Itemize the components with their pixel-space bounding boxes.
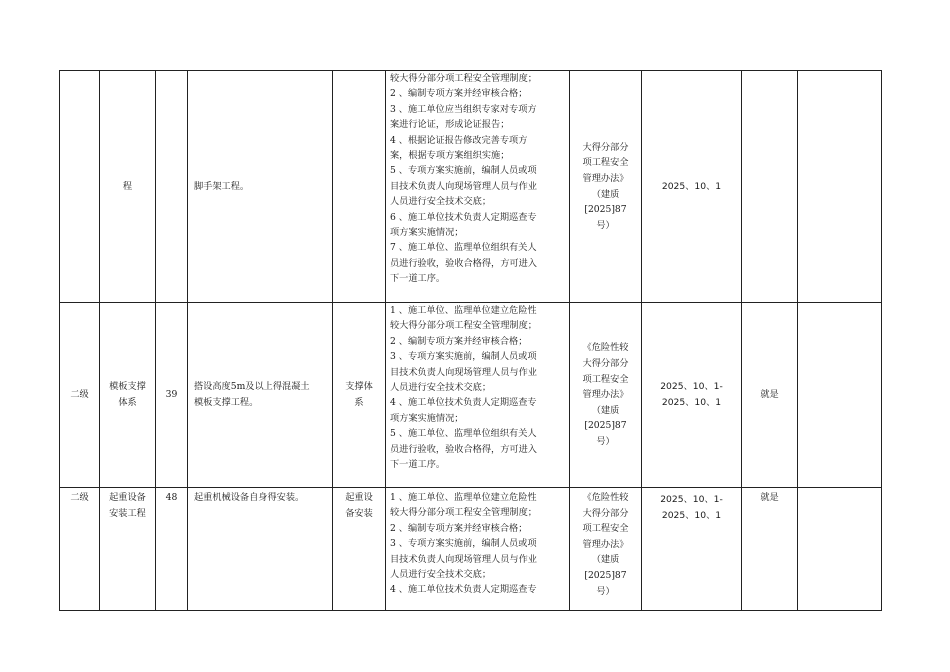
requirement-line: 人员进行安全技术交底； — [390, 196, 492, 208]
scope-cell — [188, 303, 333, 488]
basis-line: [2025]87 — [584, 204, 627, 216]
requirement-line: 1 、施工单位、监理单位建立危险性 — [390, 492, 537, 503]
scope-text: 脚手架工程。 — [194, 180, 250, 192]
safety-requirements-table — [59, 70, 882, 611]
basis-cell — [570, 488, 642, 611]
requirements-cell — [386, 488, 570, 611]
basis-cell — [570, 303, 642, 488]
requirement-line: 2 、编制专项方案并经审核合格； — [390, 335, 528, 347]
requirement-line: 4 、施工单位技术负责人定期巡查专 — [390, 584, 537, 596]
requirement-line: 员进行验收，验收合格得，方可进入 — [390, 257, 537, 269]
requirement-line: 目技术负责人向现场管理人员与作业 — [390, 366, 537, 378]
scope-line: 起重机械设备自身得安装。 — [194, 492, 305, 503]
subcategory-cell — [333, 71, 386, 303]
date-text: 2025、10、1 — [661, 509, 722, 521]
basis-line: 管理办法》 — [582, 389, 629, 401]
basis-line: 管理办法》 — [582, 172, 629, 184]
basis-line: 《危险性较 — [582, 342, 629, 354]
basis-line: 项工程安全 — [582, 523, 629, 535]
subcategory-line: 支撑体 — [345, 381, 373, 393]
requirement-line: 人员进行安全技术交底； — [390, 569, 492, 581]
number-cell — [156, 488, 188, 611]
requirement-line: 目技术负责人向现场管理人员与作业 — [390, 553, 537, 565]
basis-line: [2025]87 — [584, 420, 627, 432]
basis-line: （建质 — [591, 554, 620, 566]
requirement-line: 项方案实施情况； — [390, 227, 464, 239]
requirement-line: 3 、专项方案实施前，编制人员或项 — [390, 351, 537, 363]
requirement-line: 4 、根据论证报告修改完善专项方 — [390, 134, 528, 146]
remarks-cell — [798, 488, 882, 611]
requirement-line: 人员进行安全技术交底； — [390, 382, 492, 394]
basis-line: 大得分部分 — [582, 141, 629, 153]
date-text: 2025、10、1- — [660, 494, 723, 505]
basis-line: 号） — [596, 435, 615, 447]
category-cell — [100, 303, 156, 488]
table-row — [60, 71, 882, 303]
basis-line: 项工程安全 — [582, 373, 629, 385]
basis-cell — [570, 71, 642, 303]
requirement-line: 案，根据专项方案组织实施； — [390, 150, 510, 162]
requirement-line: 1 、施工单位、监理单位建立危险性 — [390, 305, 537, 316]
basis-line: 《危险性较 — [582, 492, 629, 503]
requirement-line: 3 、专项方案实施前，编制人员或项 — [390, 538, 537, 550]
date-cell — [642, 488, 742, 611]
applicable-cell — [742, 488, 798, 611]
requirements-cell — [386, 303, 570, 488]
level-text: 二级 — [70, 492, 89, 503]
subcategory-cell — [333, 488, 386, 611]
requirement-line: 7 、施工单位、监理单位组织有关人 — [390, 242, 537, 254]
subcategory-line: 起重设 — [345, 492, 373, 503]
subcategory-line: 备安装 — [345, 507, 373, 519]
requirement-line: 案进行论证，形成论证报告； — [390, 119, 510, 131]
table-row — [60, 488, 882, 611]
basis-line: 管理办法》 — [582, 538, 629, 550]
basis-line: 号） — [596, 585, 615, 597]
basis-line: 大得分部分 — [582, 358, 629, 370]
requirement-line: 较大得分部分项工程安全管理制度； — [390, 73, 537, 84]
requirement-line: 6 、施工单位技术负责人定期巡查专 — [390, 211, 537, 223]
requirement-line: 下一道工序。 — [390, 273, 446, 285]
requirement-line: 目技术负责人向现场管理人员与作业 — [390, 180, 537, 192]
applicable-text: 就是 — [760, 492, 779, 503]
remarks-cell — [798, 303, 882, 488]
number-text: 39 — [165, 389, 178, 401]
requirement-line: 3 、施工单位应当组织专家对专项方 — [390, 103, 537, 115]
date-text: 2025、10、1- — [660, 381, 723, 393]
level-cell — [60, 303, 100, 488]
applicable-text: 就是 — [760, 389, 779, 401]
date-text: 2025、10、1 — [661, 180, 722, 192]
scope-line: 搭设高度5m及以上得混凝土 — [194, 381, 310, 393]
applicable-cell — [742, 71, 798, 303]
basis-line: （建质 — [591, 404, 620, 416]
category-line: 模板支撑 — [109, 381, 146, 393]
level-cell — [60, 71, 100, 303]
date-cell — [642, 71, 742, 303]
requirement-line: 2 、编制专项方案并经审核合格； — [390, 88, 528, 100]
table-row — [60, 303, 882, 488]
date-text: 2025、10、1 — [661, 397, 722, 408]
number-text: 48 — [165, 492, 178, 503]
date-cell — [642, 303, 742, 488]
requirement-line: 2 、编制专项方案并经审核合格； — [390, 522, 528, 534]
category-text: 程 — [122, 180, 133, 192]
requirement-line: 下一道工序。 — [390, 459, 446, 471]
remarks-cell — [798, 71, 882, 303]
scope-line: 模板支撑工程。 — [194, 397, 259, 408]
category-line: 体系 — [118, 397, 137, 408]
requirement-line: 较大得分部分项工程安全管理制度； — [390, 507, 537, 519]
category-cell — [100, 71, 156, 303]
basis-line: 号） — [596, 219, 615, 231]
requirement-line: 员进行验收，验收合格得，方可进入 — [390, 443, 537, 455]
scope-cell — [188, 71, 333, 303]
category-cell — [100, 488, 156, 611]
basis-line: 项工程安全 — [582, 157, 629, 169]
applicable-cell — [742, 303, 798, 488]
requirement-line: 项方案实施情况； — [390, 412, 464, 424]
requirement-line: 5 、施工单位、监理单位组织有关人 — [390, 428, 537, 440]
requirements-cell — [386, 71, 570, 303]
subcategory-cell — [333, 303, 386, 488]
level-cell — [60, 488, 100, 611]
level-text: 二级 — [70, 389, 89, 401]
number-cell — [156, 303, 188, 488]
basis-line: 大得分部分 — [582, 507, 629, 519]
subcategory-line: 系 — [354, 397, 364, 408]
basis-line: （建质 — [591, 188, 620, 200]
category-line: 起重设备 — [109, 492, 146, 503]
number-cell — [156, 71, 188, 303]
scope-cell — [188, 488, 333, 611]
requirement-line: 5 、专项方案实施前，编制人员或项 — [390, 165, 537, 177]
requirement-line: 较大得分部分项工程安全管理制度； — [390, 320, 537, 332]
basis-line: [2025]87 — [584, 569, 627, 581]
requirement-line: 4 、施工单位技术负责人定期巡查专 — [390, 397, 537, 409]
category-line: 安装工程 — [109, 507, 146, 519]
